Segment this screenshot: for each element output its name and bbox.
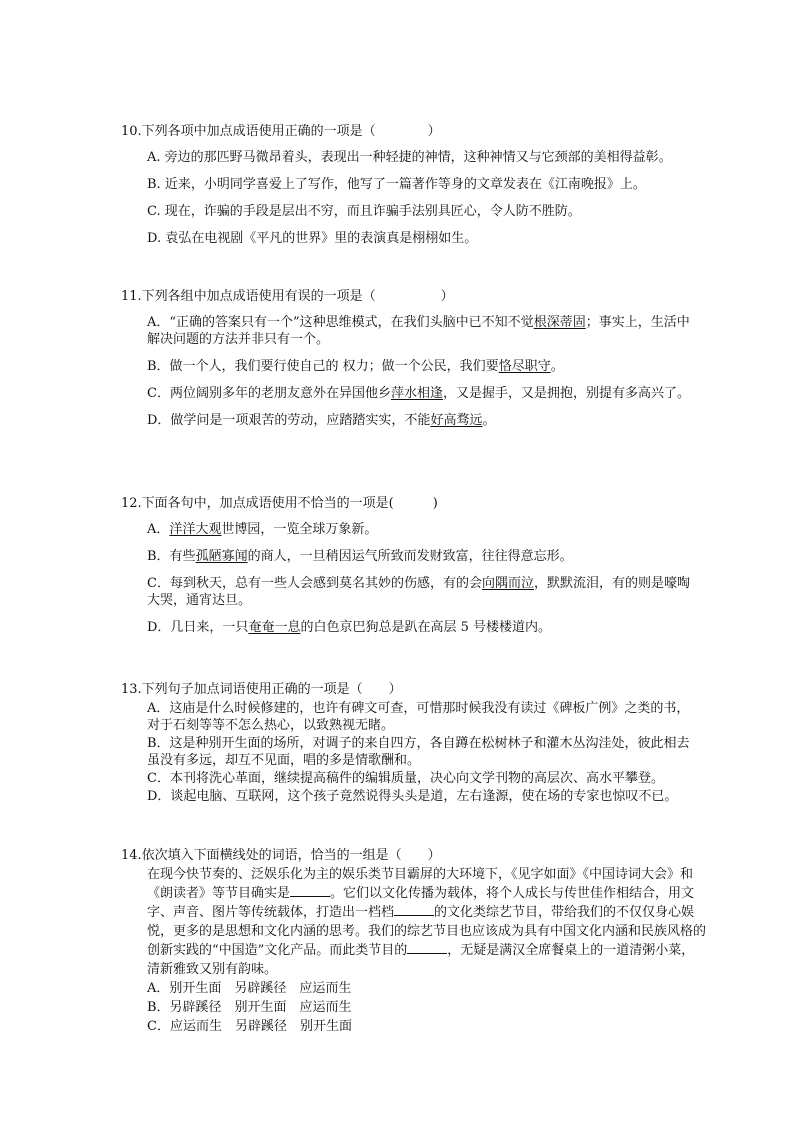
question-14-passage: 在现今快节奏的、泛娱乐化为主的娱乐类节目霸屏的大环境下，《见字如面》《中国诗词大会》和《朗读者》等节目确实是 。它们以文化传播为载体，将个人成长与传世佳作相结合，用文字、声音、图片等传统载体，打造出一档档 的文化类综艺节目，带给我们的不仅仅身心娱悦，更多的是思想和文化内涵的思考。我们的综艺节目也应该成为具有中国文化内涵和民族风格的创新实践的“中国造”文化产品。而此类节目的 ，无疑是满汉全席餐桌上的一道清粥小菜，清新雅致又别有韵味。 [147, 867, 707, 977]
question-11-options [147, 314, 701, 429]
question-14-option-b: B．另辟蹊径 别开生面 应运而生 [147, 1000, 352, 1015]
fill-blank-2 [394, 903, 434, 916]
fill-blank-3 [407, 941, 447, 954]
question-11-option-c: C．两位阔别多年的老朋友意外在异国他乡萍水相逢，又是握手，又是拥抱，别提有多高兴了。 [147, 386, 690, 401]
question-11-option-a: A．“正确的答案只有一个”这种思维模式，在我们头脑中已不知不觉根深蒂固；事实上，生活中解决问题的方法并非只有一个。 [147, 315, 690, 347]
underlined-idiom: 根深蒂固 [533, 315, 586, 330]
question-14-option-a: A．别开生面 另辟蹊径 应运而生 [147, 981, 352, 996]
question-10-options [147, 149, 701, 247]
question-13-stem: 13.下列句子加点词语使用正确的一项是（ ） [121, 682, 402, 697]
question-13-option-b: B．这是种别开生面的场所，对调子的来自四方，各自蹲在松树林子和灌木丛沟洼处，彼此相去虽没有多远，却互不见面，唱的多是情歌酬和。 [147, 736, 690, 768]
question-12-option-d: D．几日来，一只奄奄一息的白色京巴狗总是趴在高层 5 号楼楼道内。 [147, 620, 551, 635]
question-10-option-d: D. 袁弘在电视剧《平凡的世界》里的表演真是栩栩如生。 [147, 231, 478, 246]
fill-blank-1 [290, 884, 330, 897]
underlined-idiom: 恪尽职守 [498, 359, 551, 374]
underlined-idiom: 洋洋大观 [169, 522, 222, 537]
question-14-option-c: C．应运而生 另辟蹊径 别开生面 [147, 1019, 352, 1034]
question-10 [121, 124, 701, 247]
question-10-option-c: C. 现在，诈骗的手段是层出不穷，而且诈骗手法别具匠心，令人防不胜防。 [147, 204, 581, 219]
underlined-idiom: 奄奄一息 [248, 620, 301, 635]
question-14-options [147, 979, 701, 1036]
question-10-option-b: B. 近来，小明同学喜爱上了写作，他写了一篇著作等身的文章发表在《江南晚报》上。 [147, 177, 646, 192]
underlined-idiom: 好高骛远 [430, 413, 483, 428]
question-13-option-c: C．本刊将洗心革面，继续提高稿件的编辑质量，决心向文学刊物的高层次、高水平攀登。 [147, 771, 664, 786]
underlined-idiom: 孤陋寡闻 [195, 549, 248, 564]
question-12-option-c: C．每到秋天，总有一些人会感到莫名其妙的伤感，有的会向隅而泣，默默流泪，有的则是嚎啕大哭，通宵达旦。 [147, 576, 690, 608]
question-13 [121, 682, 701, 805]
question-13-option-d: D．谈起电脑、互联网，这个孩子竟然说得头头是道，左右逢源，使在场的专家也惊叹不已。 [147, 789, 678, 804]
question-12-options [147, 521, 701, 636]
question-11-stem: 11.下列各组中加点成语使用有误的一项是（ ） [121, 289, 454, 304]
question-11 [121, 289, 701, 429]
question-11-option-d: D．做学问是一项艰苦的劳动，应踏踏实实，不能好高骛远。 [147, 413, 496, 428]
question-13-options [147, 700, 701, 805]
underlined-idiom: 萍水相逢 [390, 386, 443, 401]
question-12-option-b: B．有些孤陋寡闻的商人，一旦稍因运气所致而发财致富，往往得意忘形。 [147, 549, 573, 564]
question-14-stem: 14.依次填入下面横线处的词语，恰当的一组是（ ） [121, 848, 441, 863]
underlined-idiom: 向隅而泣 [481, 576, 534, 591]
question-10-option-a: A. 旁边的那匹野马微昂着头，表现出一种轻捷的神情，这种神情又与它颈部的美相得益彰。 [147, 150, 672, 165]
question-12-stem: 12.下面各句中，加点成语使用不恰当的一项是( ) [121, 496, 438, 511]
question-11-option-b: B．做一个人，我们要行使自己的 权力；做一个公民，我们要恪尽职守。 [147, 359, 564, 374]
question-10-stem: 10.下列各项中加点成语使用正确的一项是（ ） [121, 124, 441, 139]
question-14 [121, 848, 707, 1036]
question-13-option-a: A．这庙是什么时候修建的，也许有碑文可查，可惜那时候我没有读过《碑板广例》之类的书，对于石刻等等不怎么热心，以致熟视无睹。 [147, 701, 690, 733]
question-12-option-a: A．洋洋大观世博园，一览全球万象新。 [147, 522, 378, 537]
question-12 [121, 496, 701, 636]
